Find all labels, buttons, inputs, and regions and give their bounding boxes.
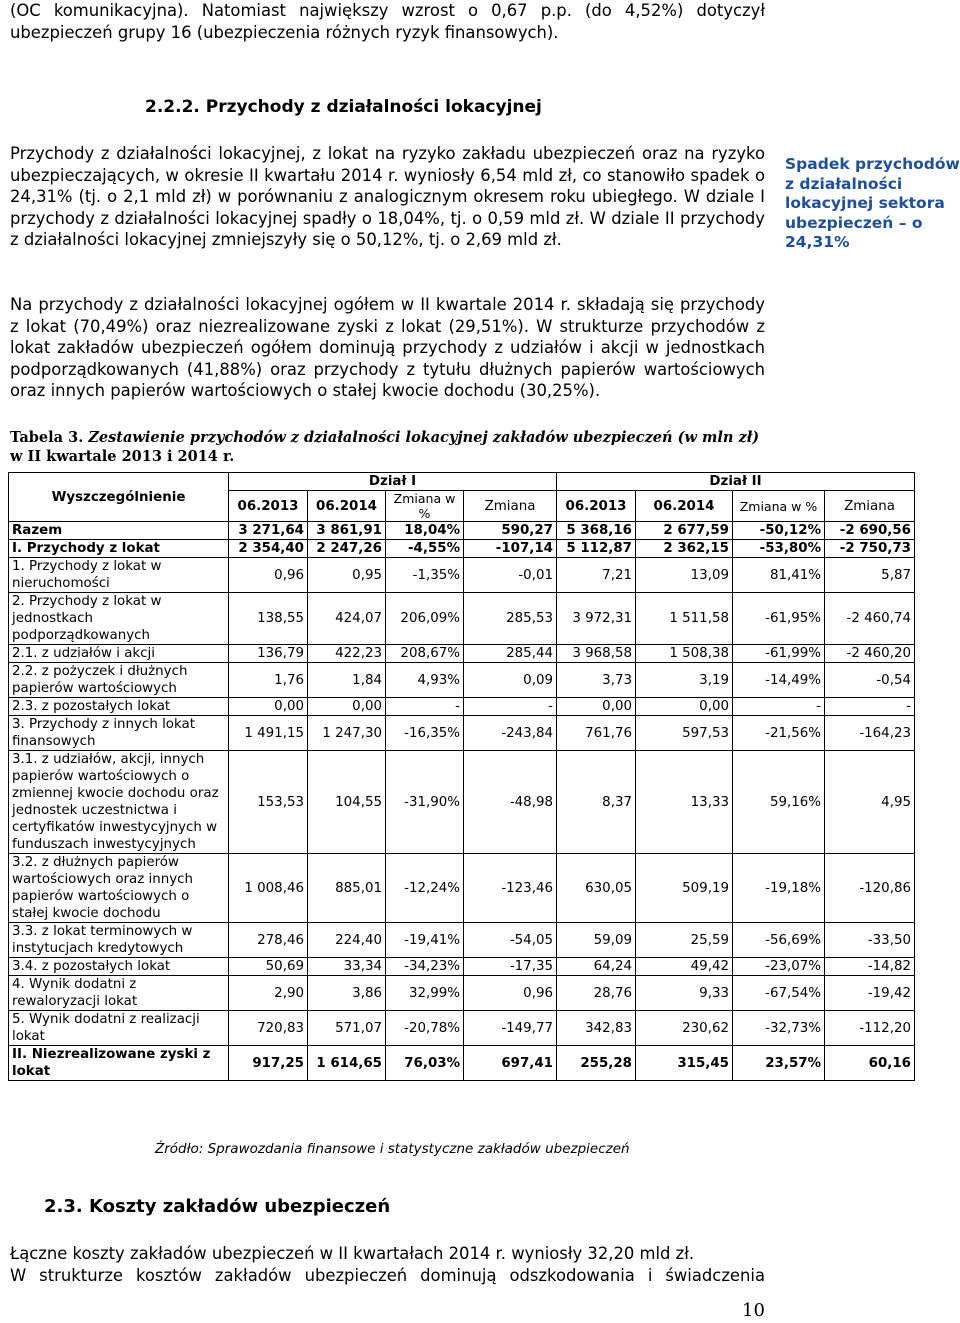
table-row	[9, 698, 915, 716]
row-value: 136,79	[229, 645, 308, 663]
table-row	[9, 923, 915, 958]
row-value: -23,07%	[733, 958, 825, 976]
table-row	[9, 854, 915, 923]
row-value: -17,35	[464, 958, 557, 976]
row-value: 4,95	[825, 751, 915, 854]
row-value: 1 614,65	[308, 1046, 386, 1081]
row-value: 571,07	[308, 1011, 386, 1046]
row-value: 3 861,91	[308, 522, 386, 540]
header-col: Zmiana	[464, 491, 557, 522]
table-source: Źródło: Sprawozdania finansowe i statystyczne zakładów ubezpieczeń	[155, 1141, 630, 1157]
row-value: -16,35%	[386, 716, 464, 751]
row-value: 0,96	[229, 558, 308, 593]
page-number: 10	[742, 1300, 765, 1321]
row-value: 49,42	[636, 958, 733, 976]
row-value: 424,07	[308, 593, 386, 645]
row-value: 278,46	[229, 923, 308, 958]
table-row	[9, 663, 915, 698]
row-value: 761,76	[557, 716, 636, 751]
row-value: 0,95	[308, 558, 386, 593]
row-value: 3 271,64	[229, 522, 308, 540]
row-value: 7,21	[557, 558, 636, 593]
table-row	[9, 716, 915, 751]
row-value: 342,83	[557, 1011, 636, 1046]
paragraph-costs	[10, 1243, 765, 1286]
row-value: 315,45	[636, 1046, 733, 1081]
row-value: -2 690,56	[825, 522, 915, 540]
row-value: -67,54%	[733, 976, 825, 1011]
row-value: 3,86	[308, 976, 386, 1011]
row-value: 0,00	[229, 698, 308, 716]
row-value: 630,05	[557, 854, 636, 923]
row-value: 5 112,87	[557, 540, 636, 558]
header-col: 06.2014	[636, 491, 733, 522]
row-value: -14,49%	[733, 663, 825, 698]
row-value: 1 511,58	[636, 593, 733, 645]
row-label: 3.1. z udziałów, akcji, innych papierów wartościowych o zmiennej kwocie dochodu oraz jednostek uczestnictwa i certyfikatów inwestycyjnych w funduszach inwestycyjnych	[9, 751, 229, 854]
row-value: 5,87	[825, 558, 915, 593]
row-value: 59,09	[557, 923, 636, 958]
row-value: 76,03%	[386, 1046, 464, 1081]
header-col: Zmiana	[825, 491, 915, 522]
table-label: Tabela 3.	[10, 429, 84, 446]
row-value: 28,76	[557, 976, 636, 1011]
row-value: -	[464, 698, 557, 716]
row-value: -4,55%	[386, 540, 464, 558]
row-value: -123,46	[464, 854, 557, 923]
row-value: -0,54	[825, 663, 915, 698]
row-value: -61,95%	[733, 593, 825, 645]
row-value: -12,24%	[386, 854, 464, 923]
section-heading-costs: 2.3. Koszty zakładów ubezpieczeń	[44, 1196, 391, 1217]
header-group-dzial-1: Dział I	[229, 473, 557, 491]
row-label: 3. Przychody z innych lokat finansowych	[9, 716, 229, 751]
row-label: 2.2. z pożyczek i dłużnych papierów wartościowych	[9, 663, 229, 698]
row-value: -149,77	[464, 1011, 557, 1046]
header-group-dzial-2: Dział II	[557, 473, 915, 491]
row-value: 3,73	[557, 663, 636, 698]
row-value: 255,28	[557, 1046, 636, 1081]
row-label: 5. Wynik dodatni z realizacji lokat	[9, 1011, 229, 1046]
row-value: -2 750,73	[825, 540, 915, 558]
row-value: -61,99%	[733, 645, 825, 663]
row-value: -0,01	[464, 558, 557, 593]
row-value: 0,00	[636, 698, 733, 716]
row-value: 33,34	[308, 958, 386, 976]
header-col: Zmiana w %	[733, 491, 825, 522]
row-value: -19,41%	[386, 923, 464, 958]
row-value: -120,86	[825, 854, 915, 923]
row-value: 2 247,26	[308, 540, 386, 558]
table-row	[9, 1011, 915, 1046]
costs-line-2: W strukturze kosztów zakładów ubezpieczeń dominują odszkodowania i świadczenia	[10, 1265, 765, 1285]
row-value: -	[825, 698, 915, 716]
table-row	[9, 645, 915, 663]
row-value: 25,59	[636, 923, 733, 958]
row-value: 153,53	[229, 751, 308, 854]
row-value: 60,16	[825, 1046, 915, 1081]
row-label: Razem	[9, 522, 229, 540]
paragraph-income-summary: Przychody z działalności lokacyjnej, z lokat na ryzyko zakładu ubezpieczeń oraz na ryzyko ubezpieczających, w okresie II kwartału 2014 r. wyniosły 6,54 mld zł, co stanowiło spadek o 24,31% (tj. o 2,1 mld zł) w porównaniu z analogicznym okresem roku ubiegłego. W dziale I przychody z działalności lokacyjnej spadły o 18,04%, tj. o 0,59 mld zł. W dziale II przychody z działalności lokacyjnej zmniejszyły się o 50,12%, tj. o 2,69 mld zł.	[10, 144, 765, 249]
row-value: -	[733, 698, 825, 716]
row-value: 2 362,15	[636, 540, 733, 558]
header-row-label: Wyszczególnienie	[9, 473, 229, 522]
row-value: -34,23%	[386, 958, 464, 976]
row-value: 4,93%	[386, 663, 464, 698]
row-label: 1. Przychody z lokat w nieruchomości	[9, 558, 229, 593]
row-value: 81,41%	[733, 558, 825, 593]
row-value: 5 368,16	[557, 522, 636, 540]
row-value: -	[386, 698, 464, 716]
row-value: 32,99%	[386, 976, 464, 1011]
row-value: -19,42	[825, 976, 915, 1011]
row-value: 1,84	[308, 663, 386, 698]
table-row	[9, 540, 915, 558]
row-value: 1,76	[229, 663, 308, 698]
row-value: -56,69%	[733, 923, 825, 958]
row-value: 285,53	[464, 593, 557, 645]
row-value: -2 460,20	[825, 645, 915, 663]
row-value: -2 460,74	[825, 593, 915, 645]
row-value: 1 508,38	[636, 645, 733, 663]
row-value: 206,09%	[386, 593, 464, 645]
row-value: -33,50	[825, 923, 915, 958]
row-value: -48,98	[464, 751, 557, 854]
table-row	[9, 976, 915, 1011]
row-value: 917,25	[229, 1046, 308, 1081]
row-value: 0,00	[308, 698, 386, 716]
row-label: 3.2. z dłużnych papierów wartościowych oraz innych papierów wartościowych o stałej kwocie dochodu	[9, 854, 229, 923]
row-label: 2.1. z udziałów i akcji	[9, 645, 229, 663]
row-label: I. Przychody z lokat	[9, 540, 229, 558]
row-value: 23,57%	[733, 1046, 825, 1081]
row-value: -54,05	[464, 923, 557, 958]
table-header-row-1	[9, 473, 915, 491]
row-value: -112,20	[825, 1011, 915, 1046]
row-value: 138,55	[229, 593, 308, 645]
table-row	[9, 593, 915, 645]
margin-note: Spadek przychodów z działalności lokacyjnej sektora ubezpieczeń – o 24,31%	[785, 155, 960, 251]
table-caption	[10, 428, 940, 466]
row-value: 2 677,59	[636, 522, 733, 540]
row-value: 2 354,40	[229, 540, 308, 558]
costs-line-1: Łączne koszty zakładów ubezpieczeń w II kwartałach 2014 r. wyniosły 32,20 mld zł.	[10, 1244, 695, 1263]
table-row	[9, 558, 915, 593]
row-value: 224,40	[308, 923, 386, 958]
row-value: -19,18%	[733, 854, 825, 923]
row-value: 1 008,46	[229, 854, 308, 923]
row-value: 1 491,15	[229, 716, 308, 751]
row-value: 1 247,30	[308, 716, 386, 751]
row-value: 104,55	[308, 751, 386, 854]
row-value: 9,33	[636, 976, 733, 1011]
row-value: -107,14	[464, 540, 557, 558]
row-value: -243,84	[464, 716, 557, 751]
income-table	[8, 472, 915, 1081]
row-value: -20,78%	[386, 1011, 464, 1046]
row-value: 597,53	[636, 716, 733, 751]
table-period: w II kwartale 2013 i 2014 r.	[10, 448, 235, 465]
row-value: -14,82	[825, 958, 915, 976]
row-value: 509,19	[636, 854, 733, 923]
row-value: 64,24	[557, 958, 636, 976]
table-row	[9, 1046, 915, 1081]
table-row	[9, 522, 915, 540]
row-value: 3 968,58	[557, 645, 636, 663]
row-value: 59,16%	[733, 751, 825, 854]
table-row	[9, 751, 915, 854]
section-heading-income: 2.2.2. Przychody z działalności lokacyjnej	[145, 97, 542, 117]
row-value: 13,09	[636, 558, 733, 593]
header-col: 06.2014	[308, 491, 386, 522]
header-col: 06.2013	[557, 491, 636, 522]
row-value: -164,23	[825, 716, 915, 751]
row-value: 2,90	[229, 976, 308, 1011]
row-value: 3 972,31	[557, 593, 636, 645]
row-label: 2.3. z pozostałych lokat	[9, 698, 229, 716]
row-value: 0,00	[557, 698, 636, 716]
row-value: 3,19	[636, 663, 733, 698]
row-value: -1,35%	[386, 558, 464, 593]
row-label: 2. Przychody z lokat w jednostkach podporządkowanych	[9, 593, 229, 645]
row-value: 0,09	[464, 663, 557, 698]
row-value: 18,04%	[386, 522, 464, 540]
row-value: 590,27	[464, 522, 557, 540]
row-value: -32,73%	[733, 1011, 825, 1046]
row-value: 230,62	[636, 1011, 733, 1046]
row-value: -50,12%	[733, 522, 825, 540]
row-value: 8,37	[557, 751, 636, 854]
table-row	[9, 958, 915, 976]
header-col: Zmiana w %	[386, 491, 464, 522]
paragraph-income-structure: Na przychody z działalności lokacyjnej ogółem w II kwartale 2014 r. składają się przychody z lokat (70,49%) oraz niezrealizowane zyski z lokat (29,51%). W strukturze przychodów z lokat zakładów ubezpieczeń ogółem dominują przychody z udziałów i akcji w jednostkach podporządkowanych (41,88%) oraz przychody z tytułu dłużnych papierów wartościowych oraz innych papierów wartościowych o stałej kwocie dochodu (30,25%).	[10, 295, 765, 400]
row-value: 285,44	[464, 645, 557, 663]
row-value: -53,80%	[733, 540, 825, 558]
row-value: 13,33	[636, 751, 733, 854]
row-value: 697,41	[464, 1046, 557, 1081]
intro-paragraph: (OC komunikacyjna). Natomiast największy wzrost o 0,67 p.p. (do 4,52%) dotyczył ubezpieczeń grupy 16 (ubezpieczenia różnych ryzyk finansowych).	[10, 1, 765, 42]
row-value: 885,01	[308, 854, 386, 923]
row-value: 720,83	[229, 1011, 308, 1046]
row-label: 3.3. z lokat terminowych w instytucjach kredytowych	[9, 923, 229, 958]
row-value: -21,56%	[733, 716, 825, 751]
row-label: 3.4. z pozostałych lokat	[9, 958, 229, 976]
row-label: II. Niezrealizowane zyski z lokat	[9, 1046, 229, 1081]
row-value: 422,23	[308, 645, 386, 663]
table-title: Zestawienie przychodów z działalności lokacyjnej zakładów ubezpieczeń (w mln zł)	[88, 429, 760, 446]
row-label: 4. Wynik dodatni z rewaloryzacji lokat	[9, 976, 229, 1011]
row-value: -31,90%	[386, 751, 464, 854]
row-value: 50,69	[229, 958, 308, 976]
row-value: 0,96	[464, 976, 557, 1011]
row-value: 208,67%	[386, 645, 464, 663]
header-col: 06.2013	[229, 491, 308, 522]
